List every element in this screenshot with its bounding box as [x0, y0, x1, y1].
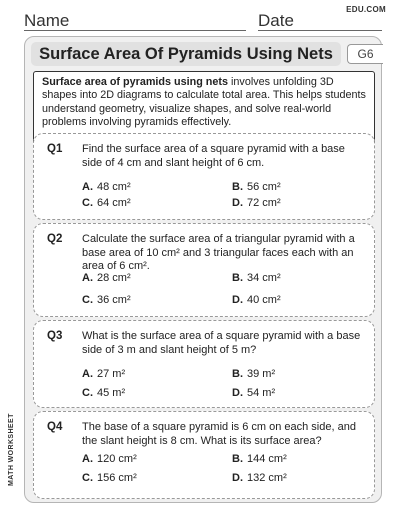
question-text: The base of a square pyramid is 6 cm on each side, and the slant height is 8 cm. What is its surface area? [82, 421, 356, 447]
option-value: 48 cm² [97, 181, 131, 193]
option-letter: A. [82, 453, 93, 465]
option-b[interactable] [232, 181, 281, 193]
question-card-1 [33, 133, 375, 220]
option-letter: B. [232, 272, 243, 284]
question-text: Find the surface area of a square pyramid with a base side of 4 cm and slant height of 6 cm. [82, 143, 345, 169]
option-letter: B. [232, 181, 243, 193]
worksheet-panel [24, 36, 382, 503]
intro-text: involves unfolding 3D shapes into 2D diagrams to calculate total area. This helps students understand geometry, visualize shapes, and solve real-world problems involving pyramids effectively. [42, 76, 366, 129]
question-number: Q2 [47, 233, 63, 245]
option-value: 54 m² [247, 387, 276, 399]
option-letter: D. [232, 472, 243, 484]
question-number: Q3 [47, 330, 63, 342]
option-letter: D. [232, 294, 243, 306]
option-b[interactable] [232, 453, 287, 465]
option-value: 156 cm² [97, 472, 137, 484]
question-number: Q4 [47, 421, 63, 433]
grade-badge [347, 44, 383, 64]
option-d[interactable] [232, 197, 281, 209]
side-label: MATH WORKSHEET [8, 413, 15, 486]
page-title: Surface Area Of Pyramids Using Nets [39, 44, 333, 63]
option-value: 56 cm² [247, 181, 281, 193]
option-letter: D. [232, 387, 243, 399]
option-letter: C. [82, 294, 93, 306]
option-letter: A. [82, 368, 93, 380]
option-c[interactable] [82, 294, 131, 306]
option-value: 39 m² [247, 368, 276, 380]
option-value: 45 m² [97, 387, 126, 399]
option-d[interactable] [232, 472, 287, 484]
option-value: 72 cm² [247, 197, 281, 209]
option-letter: A. [82, 181, 93, 193]
option-a[interactable] [82, 272, 131, 284]
option-c[interactable] [82, 387, 125, 399]
option-value: 144 cm² [247, 453, 287, 465]
option-value: 64 cm² [97, 197, 131, 209]
question-number: Q1 [47, 143, 63, 155]
option-d[interactable] [232, 387, 275, 399]
option-letter: C. [82, 387, 93, 399]
option-a[interactable] [82, 181, 131, 193]
brand-logo: EDU.COM [346, 5, 386, 14]
option-value: 120 cm² [97, 453, 137, 465]
name-label: Name [24, 11, 70, 30]
option-c[interactable] [82, 197, 131, 209]
date-label: Date [258, 11, 294, 30]
grade-label: G6 [357, 47, 374, 61]
option-letter: D. [232, 197, 243, 209]
name-field[interactable] [24, 13, 246, 31]
question-card-3 [33, 320, 375, 408]
option-b[interactable] [232, 368, 275, 380]
question-card-4 [33, 411, 375, 499]
option-d[interactable] [232, 294, 281, 306]
option-letter: C. [82, 472, 93, 484]
option-a[interactable] [82, 368, 125, 380]
option-letter: A. [82, 272, 93, 284]
option-value: 36 cm² [97, 294, 131, 306]
option-c[interactable] [82, 472, 137, 484]
option-value: 34 cm² [247, 272, 281, 284]
option-letter: B. [232, 453, 243, 465]
option-value: 28 cm² [97, 272, 131, 284]
option-value: 27 m² [97, 368, 126, 380]
option-letter: B. [232, 368, 243, 380]
date-field[interactable] [258, 13, 382, 31]
intro-bold: Surface area of pyramids using nets [42, 76, 229, 88]
option-letter: C. [82, 197, 93, 209]
option-value: 40 cm² [247, 294, 281, 306]
option-a[interactable] [82, 453, 137, 465]
title-bar [31, 42, 341, 66]
question-text: What is the surface area of a square pyramid with a base side of 3 m and slant height of 5 m? [82, 330, 361, 356]
option-value: 132 cm² [247, 472, 287, 484]
question-card-2 [33, 223, 375, 317]
option-b[interactable] [232, 272, 281, 284]
question-text: Calculate the surface area of a triangular pyramid with a base area of 10 cm² and 3 triangular faces each with an area of 6 cm². [82, 233, 355, 272]
